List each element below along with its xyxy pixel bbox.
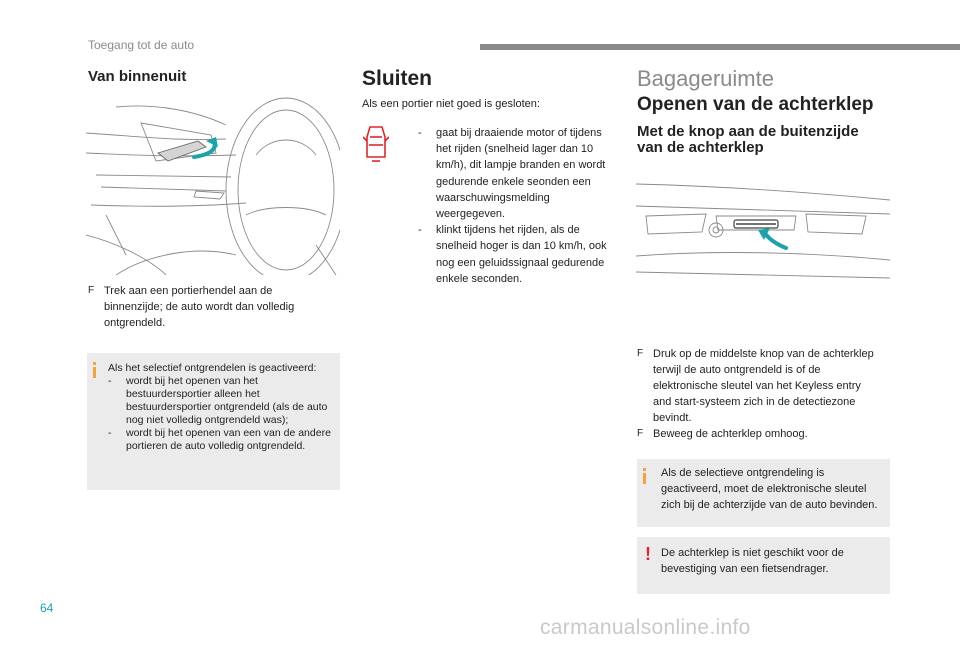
- page-number: 64: [40, 601, 54, 615]
- info-intro: Als het selectief ontgrendelen is geactiveerd:: [108, 362, 317, 374]
- bullet-marker: F: [637, 348, 644, 359]
- bullet-marker: F: [637, 428, 644, 439]
- heading-van-binnenuit: Van binnenuit: [88, 68, 187, 85]
- heading-knop-buitenzijde: Met de knop aan de buitenzijde van de achterklep: [637, 123, 859, 156]
- col3-info-text: Als de selectieve ontgrendeling is geactiveerd, moet de elektronische sleutel zich bij de achterzijde van de auto bevinden.: [661, 467, 878, 511]
- door-handle-illustration: [86, 95, 340, 275]
- col3-warning-box: [637, 537, 890, 594]
- tailgate-button-illustration: [636, 180, 890, 280]
- col3-bullet-1: Druk op de middelste knop van de achterklep terwijl de auto ontgrendeld is of de elektronische sleutel van het Keyless entry and start-systeem zich in de detectiezone bevindt.: [653, 348, 874, 424]
- door-open-warning-icon: [363, 123, 389, 165]
- info-icon: [93, 362, 96, 378]
- heading-openen-achterklep: Openen van de achterklep: [637, 94, 874, 115]
- col1-bullet-text: Trek aan een portierhendel aan de binnenzijde; de auto wordt dan volledig ontgrendeld.: [104, 285, 295, 329]
- bullet-marker: F: [88, 285, 95, 296]
- header-bar: [480, 44, 960, 50]
- col3-bullets: [637, 346, 877, 442]
- col2-item-2: klinkt tijdens het rijden, als de snelheid hoger is dan 10 km/h, ook nog een geluidssignaal gedurende enkele seconden.: [436, 224, 607, 285]
- col3-warning-text: De achterklep is niet geschikt voor de bevestiging van een fietsendrager.: [661, 547, 844, 575]
- col1-bullet: [88, 283, 333, 331]
- col3-bullet-2: Beweeg de achterklep omhoog.: [653, 428, 808, 440]
- col1-info-box: Als het selectief ontgrendelen is geactiveerd: - wordt bij het openen van het bestuurdersportier alleen het bestuurdersportier ontgrendeld (als de auto nog niet volledig ontgrendeld was); - wordt bij het openen van een van de andere portieren de auto volledig ontgrendeld.: [87, 353, 340, 490]
- watermark: carmanualsonline.info: [540, 616, 751, 639]
- col2-intro: Als een portier niet goed is gesloten:: [362, 98, 540, 110]
- col2-list: - gaat bij draaiende motor of tijdens het rijden (snelheid lager dan 10 km/h), dit lampje branden en wordt gedurende enkele seonden een waarschuwingsmelding weergegeven. - klinkt tijdens het rijden, als de snelheid hoger is dan 10 km/h, ook nog een geluidssignaal gedurende enkele seconden.: [418, 125, 608, 287]
- info-item-2: wordt bij het openen van een van de andere portieren de auto volledig ontgrendeld.: [126, 427, 331, 452]
- section-title: Toegang tot de auto: [88, 38, 195, 52]
- col2-item-1: gaat bij draaiende motor of tijdens het rijden (snelheid lager dan 10 km/h), dit lampje branden en wordt gedurende enkele seonden een waarschuwingsmelding weergegeven.: [436, 127, 606, 221]
- warning-icon: !: [645, 544, 651, 564]
- info-item-1: wordt bij het openen van het bestuurdersportier alleen het bestuurdersportier ontgrendeld (als de auto nog niet volledig ontgrendeld was);: [126, 375, 328, 426]
- col3-info-box: [637, 459, 890, 527]
- info-icon: [643, 468, 646, 484]
- heading-bagageruimte: Bagageruimte: [637, 66, 774, 91]
- heading-sluiten: Sluiten: [362, 67, 433, 90]
